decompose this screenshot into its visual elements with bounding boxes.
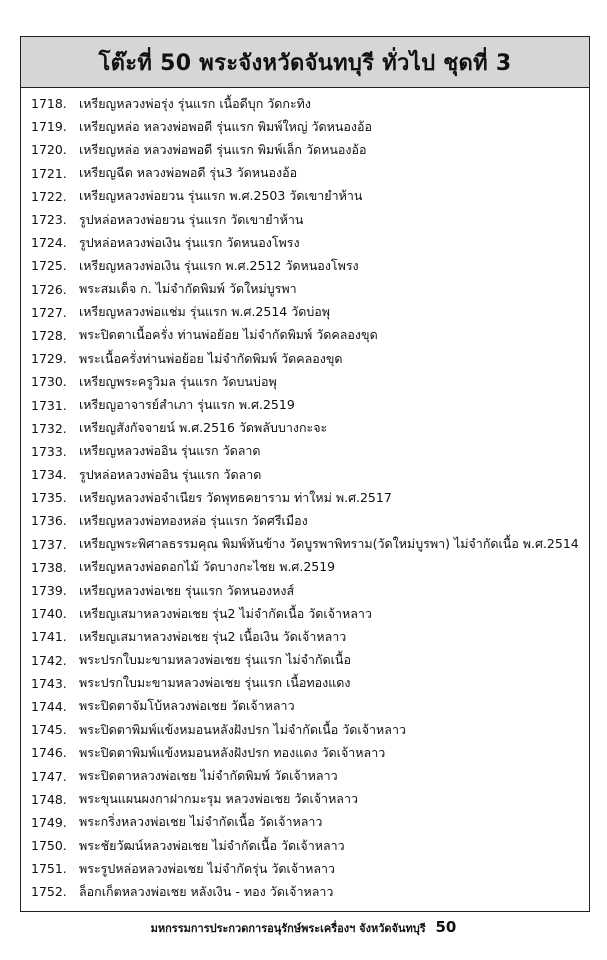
item-description: เหรียญหลวงพ่อดอกไม้ วัดบางกะไชย พ.ศ.2519 [79, 559, 336, 575]
item-number: 1752. [31, 884, 67, 900]
item-description: ล็อกเก็ตหลวงพ่อเชย หลังเงิน - ทอง วัดเจ้าหลาว [79, 883, 334, 899]
item-description: เหรียญหลวงพ่อแช่ม รุ่นแรก พ.ศ.2514 วัดบ่อพุ [79, 304, 331, 320]
list-item [21, 115, 589, 138]
item-description: เหรียญหล่อ หลวงพ่อพอดี รุ่นแรก พิมพ์เล็ก วัดหนองอ้อ [79, 141, 367, 157]
item-number: 1718. [31, 96, 67, 112]
item-description: เหรียญหลวงพ่อจำเนียร วัดพุทธคยาราม ท่าใหม่ พ.ศ.2517 [79, 489, 392, 505]
item-number: 1745. [31, 722, 67, 738]
page-footer [0, 918, 607, 937]
list-item [21, 741, 589, 764]
item-description: เหรียญฉีด หลวงพ่อพอดี รุ่น3 วัดหนองอ้อ [79, 165, 298, 181]
list-item [21, 162, 589, 185]
item-description: พระชัยวัฒน์หลวงพ่อเชย ไม่จำกัดเนื้อ วัดเจ้าหลาว [79, 837, 345, 853]
item-number: 1734. [31, 467, 67, 483]
list-item [21, 231, 589, 254]
list-item [21, 533, 589, 556]
list-item [21, 208, 589, 231]
item-number: 1731. [31, 397, 67, 413]
list-item [21, 811, 589, 834]
list-item [21, 278, 589, 301]
item-description: พระกริ่งหลวงพ่อเชย ไม่จำกัดเนื้อ วัดเจ้าหลาว [79, 814, 323, 830]
list-item [21, 834, 589, 857]
item-number: 1750. [31, 838, 67, 854]
item-description: พระปิดตาพิมพ์แข้งหมอนหลังฝังปรก ไม่จำกัดเนื้อ วัดเจ้าหลาว [79, 721, 406, 737]
item-number: 1721. [31, 165, 67, 181]
item-description: พระขุนแผนผงกาฝากมะรุม หลวงพ่อเชย วัดเจ้าหลาว [79, 791, 359, 807]
page-number: 50 [435, 918, 457, 936]
list-item [21, 695, 589, 718]
list-item [21, 788, 589, 811]
item-description: เหรียญพระพิศาลธรรมคุณ พิมพ์หันข้าง วัดบูรพาพิทราม(วัดใหม่บูรพา) ไม่จำกัดเนื้อ พ.ศ.2514 [79, 536, 579, 552]
item-number: 1730. [31, 374, 67, 390]
item-description: เหรียญเสมาหลวงพ่อเชย รุ่น2 เนื้อเงิน วัดเจ้าหลาว [79, 628, 347, 644]
list-item [21, 602, 589, 625]
item-number: 1751. [31, 861, 67, 877]
item-number: 1740. [31, 606, 67, 622]
list-item [21, 672, 589, 695]
item-number: 1747. [31, 768, 67, 784]
item-description: เหรียญหลวงพ่อยวน รุ่นแรก พ.ศ.2503 วัดเขายำห้าน [79, 188, 363, 204]
item-description: รูปหล่อหลวงพ่อเงิน รุ่นแรก วัดหนองโพรง [79, 234, 300, 250]
item-number: 1744. [31, 698, 67, 714]
item-number: 1735. [31, 490, 67, 506]
list-item [21, 92, 589, 115]
item-number: 1724. [31, 235, 67, 251]
list-item [21, 486, 589, 509]
item-description: พระปิดตาหลวงพ่อเชย ไม่จำกัดพิมพ์ วัดเจ้าหลาว [79, 768, 338, 784]
item-description: เหรียญหลวงพ่อทองหล่อ รุ่นแรก วัดศรีเมือง [79, 512, 308, 528]
item-number: 1743. [31, 675, 67, 691]
list-item [21, 301, 589, 324]
item-number: 1739. [31, 583, 67, 599]
item-description: เหรียญพระครูวิมล รุ่นแรก วัดบนบ่อพุ [79, 373, 277, 389]
item-description: พระปรกใบมะขามหลวงพ่อเชย รุ่นแรก ไม่จำกัดเนื้อ [79, 652, 351, 668]
list-item [21, 417, 589, 440]
footer-text: มหกรรมการประกวดการอนุรักษ์พระเครื่องฯ จังหวัดจันทบุรี [150, 922, 426, 935]
item-description: พระปิดตาเนื้อครั่ง ท่านพ่อย้อย ไม่จำกัดพิมพ์ วัดคลองขุด [79, 327, 378, 343]
list-item [21, 324, 589, 347]
item-number: 1729. [31, 351, 67, 367]
item-number: 1741. [31, 629, 67, 645]
item-number: 1723. [31, 212, 67, 228]
item-description: เหรียญหลวงพ่อเงิน รุ่นแรก พ.ศ.2512 วัดหนองโพรง [79, 257, 359, 273]
item-number: 1719. [31, 119, 67, 135]
item-description: พระปิดตาจัมโบ้หลวงพ่อเชย วัดเจ้าหลาว [79, 698, 295, 714]
item-number: 1746. [31, 745, 67, 761]
list-item [21, 347, 589, 370]
item-number: 1722. [31, 188, 67, 204]
item-description: พระปิดตาพิมพ์แข้งหมอนหลังฝังปรก ทองแดง วัดเจ้าหลาว [79, 744, 386, 760]
item-description: พระรูปหล่อหลวงพ่อเชย ไม่จำกัดรุ่น วัดเจ้าหลาว [79, 860, 336, 876]
item-list [21, 88, 589, 904]
list-item [21, 556, 589, 579]
item-number: 1737. [31, 536, 67, 552]
list-item [21, 254, 589, 277]
item-number: 1738. [31, 559, 67, 575]
item-number: 1742. [31, 652, 67, 668]
item-number: 1749. [31, 814, 67, 830]
item-description: รูปหล่อหลวงพ่ออิน รุ่นแรก วัดลาด [79, 466, 262, 482]
item-number: 1726. [31, 281, 67, 297]
item-description: เหรียญอาจารย์สำเภา รุ่นแรก พ.ศ.2519 [79, 397, 295, 413]
list-item [21, 579, 589, 602]
list-item [21, 625, 589, 648]
item-description: พระเนื้อครั่งท่านพ่อย้อย ไม่จำกัดพิมพ์ วัดคลองขุด [79, 350, 343, 366]
item-number: 1728. [31, 327, 67, 343]
list-item [21, 463, 589, 486]
item-description: พระสมเด็จ ก. ไม่จำกัดพิมพ์ วัดใหม่บูรพา [79, 281, 297, 297]
item-number: 1736. [31, 513, 67, 529]
item-description: เหรียญหล่อ หลวงพ่อพอดี รุ่นแรก พิมพ์ใหญ่ วัดหนองอ้อ [79, 118, 372, 134]
item-number: 1733. [31, 443, 67, 459]
list-item [21, 370, 589, 393]
item-number: 1732. [31, 420, 67, 436]
item-description: พระปรกใบมะขามหลวงพ่อเชย รุ่นแรก เนื้อทองแดง [79, 675, 351, 691]
list-item [21, 509, 589, 532]
item-number: 1725. [31, 258, 67, 274]
item-number: 1720. [31, 142, 67, 158]
catalog-table [20, 36, 590, 912]
list-item [21, 649, 589, 672]
item-number: 1748. [31, 791, 67, 807]
list-item [21, 185, 589, 208]
list-item [21, 718, 589, 741]
list-item [21, 440, 589, 463]
list-item [21, 764, 589, 787]
item-description: เหรียญหลวงพ่อเชย รุ่นแรก วัดหนองหงส์ [79, 582, 295, 598]
table-header [21, 37, 589, 88]
item-number: 1727. [31, 304, 67, 320]
item-description: เหรียญหลวงพ่ออิน รุ่นแรก วัดลาด [79, 443, 261, 459]
list-item [21, 880, 589, 903]
list-item [21, 138, 589, 161]
page-title: โต๊ะที่ 50 พระจังหวัดจันทบุรี ทั่วไป ชุดที่ 3 [98, 50, 512, 76]
item-description: เหรียญหลวงพ่อรุ่ง รุ่นแรก เนื้อดีบุก วัดกะทิง [79, 95, 312, 111]
list-item [21, 393, 589, 416]
item-description: เหรียญสังกัจจายน์ พ.ศ.2516 วัดพลับบางกะจะ [79, 420, 328, 436]
list-item [21, 857, 589, 880]
item-description: เหรียญเสมาหลวงพ่อเชย รุ่น2 ไม่จำกัดเนื้อ วัดเจ้าหลาว [79, 605, 372, 621]
item-description: รูปหล่อหลวงพ่อยวน รุ่นแรก วัดเขายำห้าน [79, 211, 304, 227]
